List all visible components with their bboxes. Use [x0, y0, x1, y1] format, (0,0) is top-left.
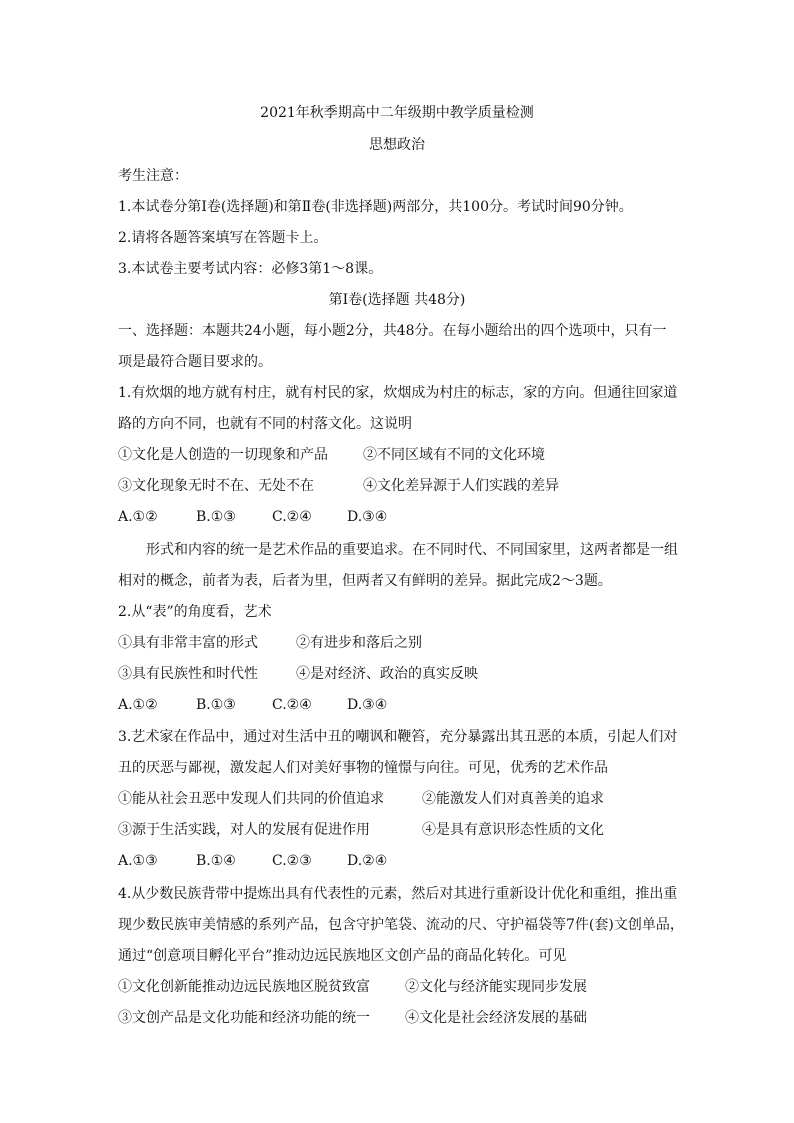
q3-option-d: D.②④	[347, 853, 388, 869]
notice-item-1: 1.本试卷分第Ⅰ卷(选择题)和第Ⅱ卷(非选择题)两部分，共100分。考试时间90分钟。	[118, 199, 633, 215]
q1-stem-line-1: 1.有炊烟的地方就有村庄，就有村民的家，炊烟成为村庄的标志，家的方向。但通往回家道	[118, 385, 678, 401]
q3-statement-4: ④是具有意识形态性质的文化	[422, 822, 604, 838]
q2-statement-3: ③具有民族性和时代性	[118, 666, 258, 682]
q4-statement-4: ④文化是社会经济发展的基础	[405, 1010, 587, 1026]
q2-statement-4: ④是对经济、政治的真实反映	[296, 666, 478, 682]
q3-option-c: C.②③	[272, 853, 312, 869]
q2-statement-2: ②有进步和落后之别	[296, 635, 422, 651]
q1-statement-1: ①文化是人创造的一切现象和产品	[118, 447, 328, 463]
q4-statement-3: ③文创产品是文化功能和经济功能的统一	[118, 1010, 370, 1026]
exam-title: 2021年秋季期高中二年级期中教学质量检测	[260, 105, 534, 121]
q1-option-c: C.②④	[272, 509, 312, 525]
q2-option-b: B.①③	[196, 697, 236, 713]
q3-stem-line-1: 3.艺术家在作品中，通过对生活中丑的嘲讽和鞭笞，充分暴露出其丑恶的本质，引起人们对	[118, 729, 678, 745]
q1-option-a: A.①②	[118, 509, 158, 525]
subject-title: 思想政治	[369, 137, 425, 153]
q1-statement-3: ③文化现象无时不在、无处不在	[118, 478, 314, 494]
part1-instruction-line-1: 一、选择题：本题共24小题，每小题2分，共48分。在每小题给出的四个选项中，只有一	[118, 323, 667, 339]
q3-statement-3: ③源于生活实践，对人的发展有促进作用	[118, 822, 370, 838]
q3-option-b: B.①④	[196, 853, 236, 869]
q4-statement-2: ②文化与经济能实现同步发展	[405, 979, 587, 995]
notice-heading: 考生注意：	[118, 168, 188, 184]
q4-stem-line-2: 现少数民族审美情感的系列产品，包含守护笔袋、流动的尺、守护福袋等7件(套)文创单品，	[118, 917, 684, 933]
q4-stem-line-1: 4.从少数民族背带中提炼出具有代表性的元素，然后对其进行重新设计优化和重组，推出重	[118, 886, 678, 902]
q2-option-a: A.①②	[118, 697, 158, 713]
q1-statement-2: ②不同区域有不同的文化环境	[363, 447, 545, 463]
notice-item-3: 3.本试卷主要考试内容：必修3第1～8课。	[118, 261, 383, 277]
part1-instruction-line-2: 项是最符合题目要求的。	[118, 354, 272, 370]
q3-statement-2: ②能激发人们对真善美的追求	[422, 791, 604, 807]
q1-option-d: D.③④	[347, 509, 388, 525]
q3-statement-1: ①能从社会丑恶中发现人们共同的价值追求	[118, 791, 384, 807]
q3-option-a: A.①③	[118, 853, 158, 869]
part1-title: 第Ⅰ卷(选择题 共48分)	[328, 292, 466, 308]
q2-option-d: D.③④	[347, 697, 388, 713]
passage-line-1: 形式和内容的统一是艺术作品的重要追求。在不同时代、不同国家里，这两者都是一组	[146, 542, 678, 558]
q4-stem-line-3: 通过“创意项目孵化平台”推动边远民族地区文创产品的商品化转化。可见	[118, 948, 567, 964]
q2-stem: 2.从“表”的角度看，艺术	[118, 604, 272, 620]
notice-item-2: 2.请将各题答案填写在答题卡上。	[118, 230, 328, 246]
q1-statement-4: ④文化差异源于人们实践的差异	[363, 478, 559, 494]
q2-statement-1: ①具有非常丰富的形式	[118, 635, 258, 651]
q1-stem-line-2: 路的方向不同，也就有不同的村落文化。这说明	[118, 416, 412, 432]
q3-stem-line-2: 丑的厌恶与鄙视，激发起人们对美好事物的憧憬与向往。可见，优秀的艺术作品	[118, 760, 608, 776]
passage-line-2: 相对的概念，前者为表，后者为里，但两者又有鲜明的差异。据此完成2～3题。	[118, 573, 612, 589]
q2-option-c: C.②④	[272, 697, 312, 713]
q4-statement-1: ①文化创新能推动边远民族地区脱贫致富	[118, 979, 370, 995]
q1-option-b: B.①③	[196, 509, 236, 525]
